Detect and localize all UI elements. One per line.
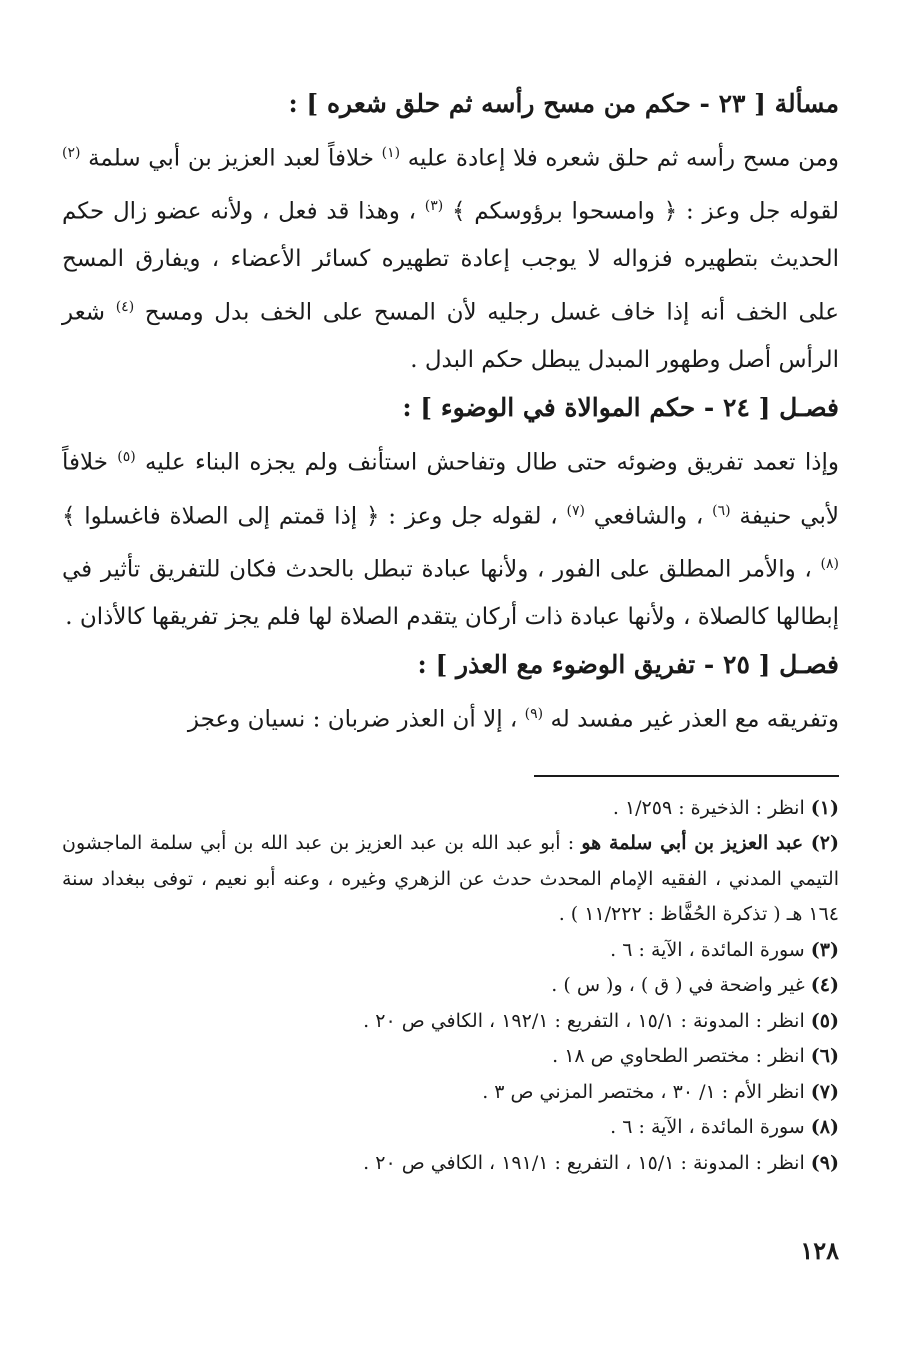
footnote-9: (٩) انظر : المدونة : ١٥/١ ، التفريع : ١٩١/١ ، الكافي ص ٢٠ .	[363, 1151, 839, 1174]
text-run: ، والشافعي	[585, 503, 713, 530]
footnote-ref-4[interactable]: (٤)	[115, 298, 135, 315]
footnote-4: (٤) غير واضحة في ( ق ) ، و( س ) .	[551, 974, 839, 997]
footnote-ref-3[interactable]: (٣)	[424, 198, 444, 215]
section-paragraph-23	[62, 130, 839, 384]
text-run: وتفريقه مع العذر غير مفسد له	[543, 707, 839, 734]
section-paragraph-25	[62, 691, 839, 744]
section-heading-24: فصـل [ ٢٤ - حكم الموالاة في الوضوء ] :	[402, 393, 839, 423]
footnotes-list	[62, 791, 839, 1182]
footnote-2: (٢) عبد العزيز بن أبي سلمة هو : أبو عبد الله بن عبد العزيز بن عبد الله بن أبي سلمة الماجشون التيمي المدني ، الفقيه الإمام المحدث حدث عن الزهري وغيره ، وعنه أبو نعيم ، توفى ببغداد سنة ١٦٤ هـ ( تذكرة الحُفَّاظ : ١١/٢٢٢ ) .	[62, 832, 840, 926]
footnote-ref-1[interactable]: (١)	[381, 145, 401, 161]
footnote-ref-5[interactable]: (٥)	[117, 449, 136, 466]
footnote-6: (٦) انظر : مختصر الطحاوي ص ١٨ .	[552, 1045, 839, 1068]
text-run: خلافاً لعبد العزيز بن أبي سلمة	[80, 145, 382, 172]
footnote-ref-9[interactable]: (٩)	[524, 706, 544, 723]
text-run: وإذا تعمد تفريق وضوئه حتى طال وتفاحش استأنف ولم يجزه البناء عليه	[135, 450, 839, 477]
footnote-divider	[534, 775, 839, 777]
text-run: ، وهذا قد فعل ، ولأنه عضو زال حكم الحديث بتطهيره فزواله لا يوجب إعادة تطهيره كسائر الأعضاء ، ويفارق المسح على الخف أنه إذا خاف غسل رجليه لأن المسح على الخف بدل ومسح	[62, 198, 839, 326]
footnote-ref-8[interactable]: (٨)	[820, 555, 839, 572]
text-run: خلافاً لأبي حنيفة	[62, 450, 839, 530]
footnote-ref-6[interactable]: (٦)	[712, 502, 731, 519]
footnote-3: (٣) سورة المائدة ، الآية : ٦ .	[610, 938, 839, 961]
footnote-7: (٧) انظر الأم : ١/ ٣٠ ، مختصر المزني ص ٣ .	[482, 1080, 839, 1103]
text-run: ، لقوله جل وعز : ﴿ إذا قمتم إلى الصلاة فاغسلوا ﴾	[62, 503, 567, 530]
section-paragraph-24	[62, 434, 839, 641]
text-run: ، والأمر المطلق على الفور ، ولأنها عبادة تبطل بالحدث فكان للتفريق تأثير في إبطالها كالصلاة ، ولأنها عبادة ذات أركان يتقدم الصلاة لها فلم يجز تفريقها كالأذان .	[62, 556, 839, 630]
footnote-1: (١) انظر : الذخيرة : ١/٢٥٩ .	[612, 796, 839, 819]
footnote-ref-7[interactable]: (٧)	[566, 502, 585, 519]
text-run: شعر الرأس أصل وطهور المبدل يبطل حكم البدل .	[62, 299, 839, 373]
section-heading-23: مسألة [ ٢٣ - حكم من مسح رأسه ثم حلق شعره ] :	[288, 89, 839, 118]
footnote-ref-2[interactable]: (٢)	[62, 145, 81, 161]
section-heading-25: فصـل [ ٢٥ - تفريق الوضوء مع العذر ] :	[417, 650, 839, 680]
text-run: ومن مسح رأسه ثم حلق شعره فلا إعادة عليه	[400, 145, 840, 172]
footnote-8: (٨) سورة المائدة ، الآية : ٦ .	[610, 1116, 839, 1139]
text-run: ، إلا أن العذر ضربان : نسيان وعجز	[187, 707, 525, 734]
page-number: ١٢٨	[800, 1236, 839, 1265]
text-run: لقوله جل وعز : ﴿ وامسحوا برؤوسكم ﴾	[443, 198, 839, 225]
footnote-5: (٥) انظر : المدونة : ١٥/١ ، التفريع : ١٩٢/١ ، الكافي ص ٢٠ .	[363, 1009, 839, 1032]
